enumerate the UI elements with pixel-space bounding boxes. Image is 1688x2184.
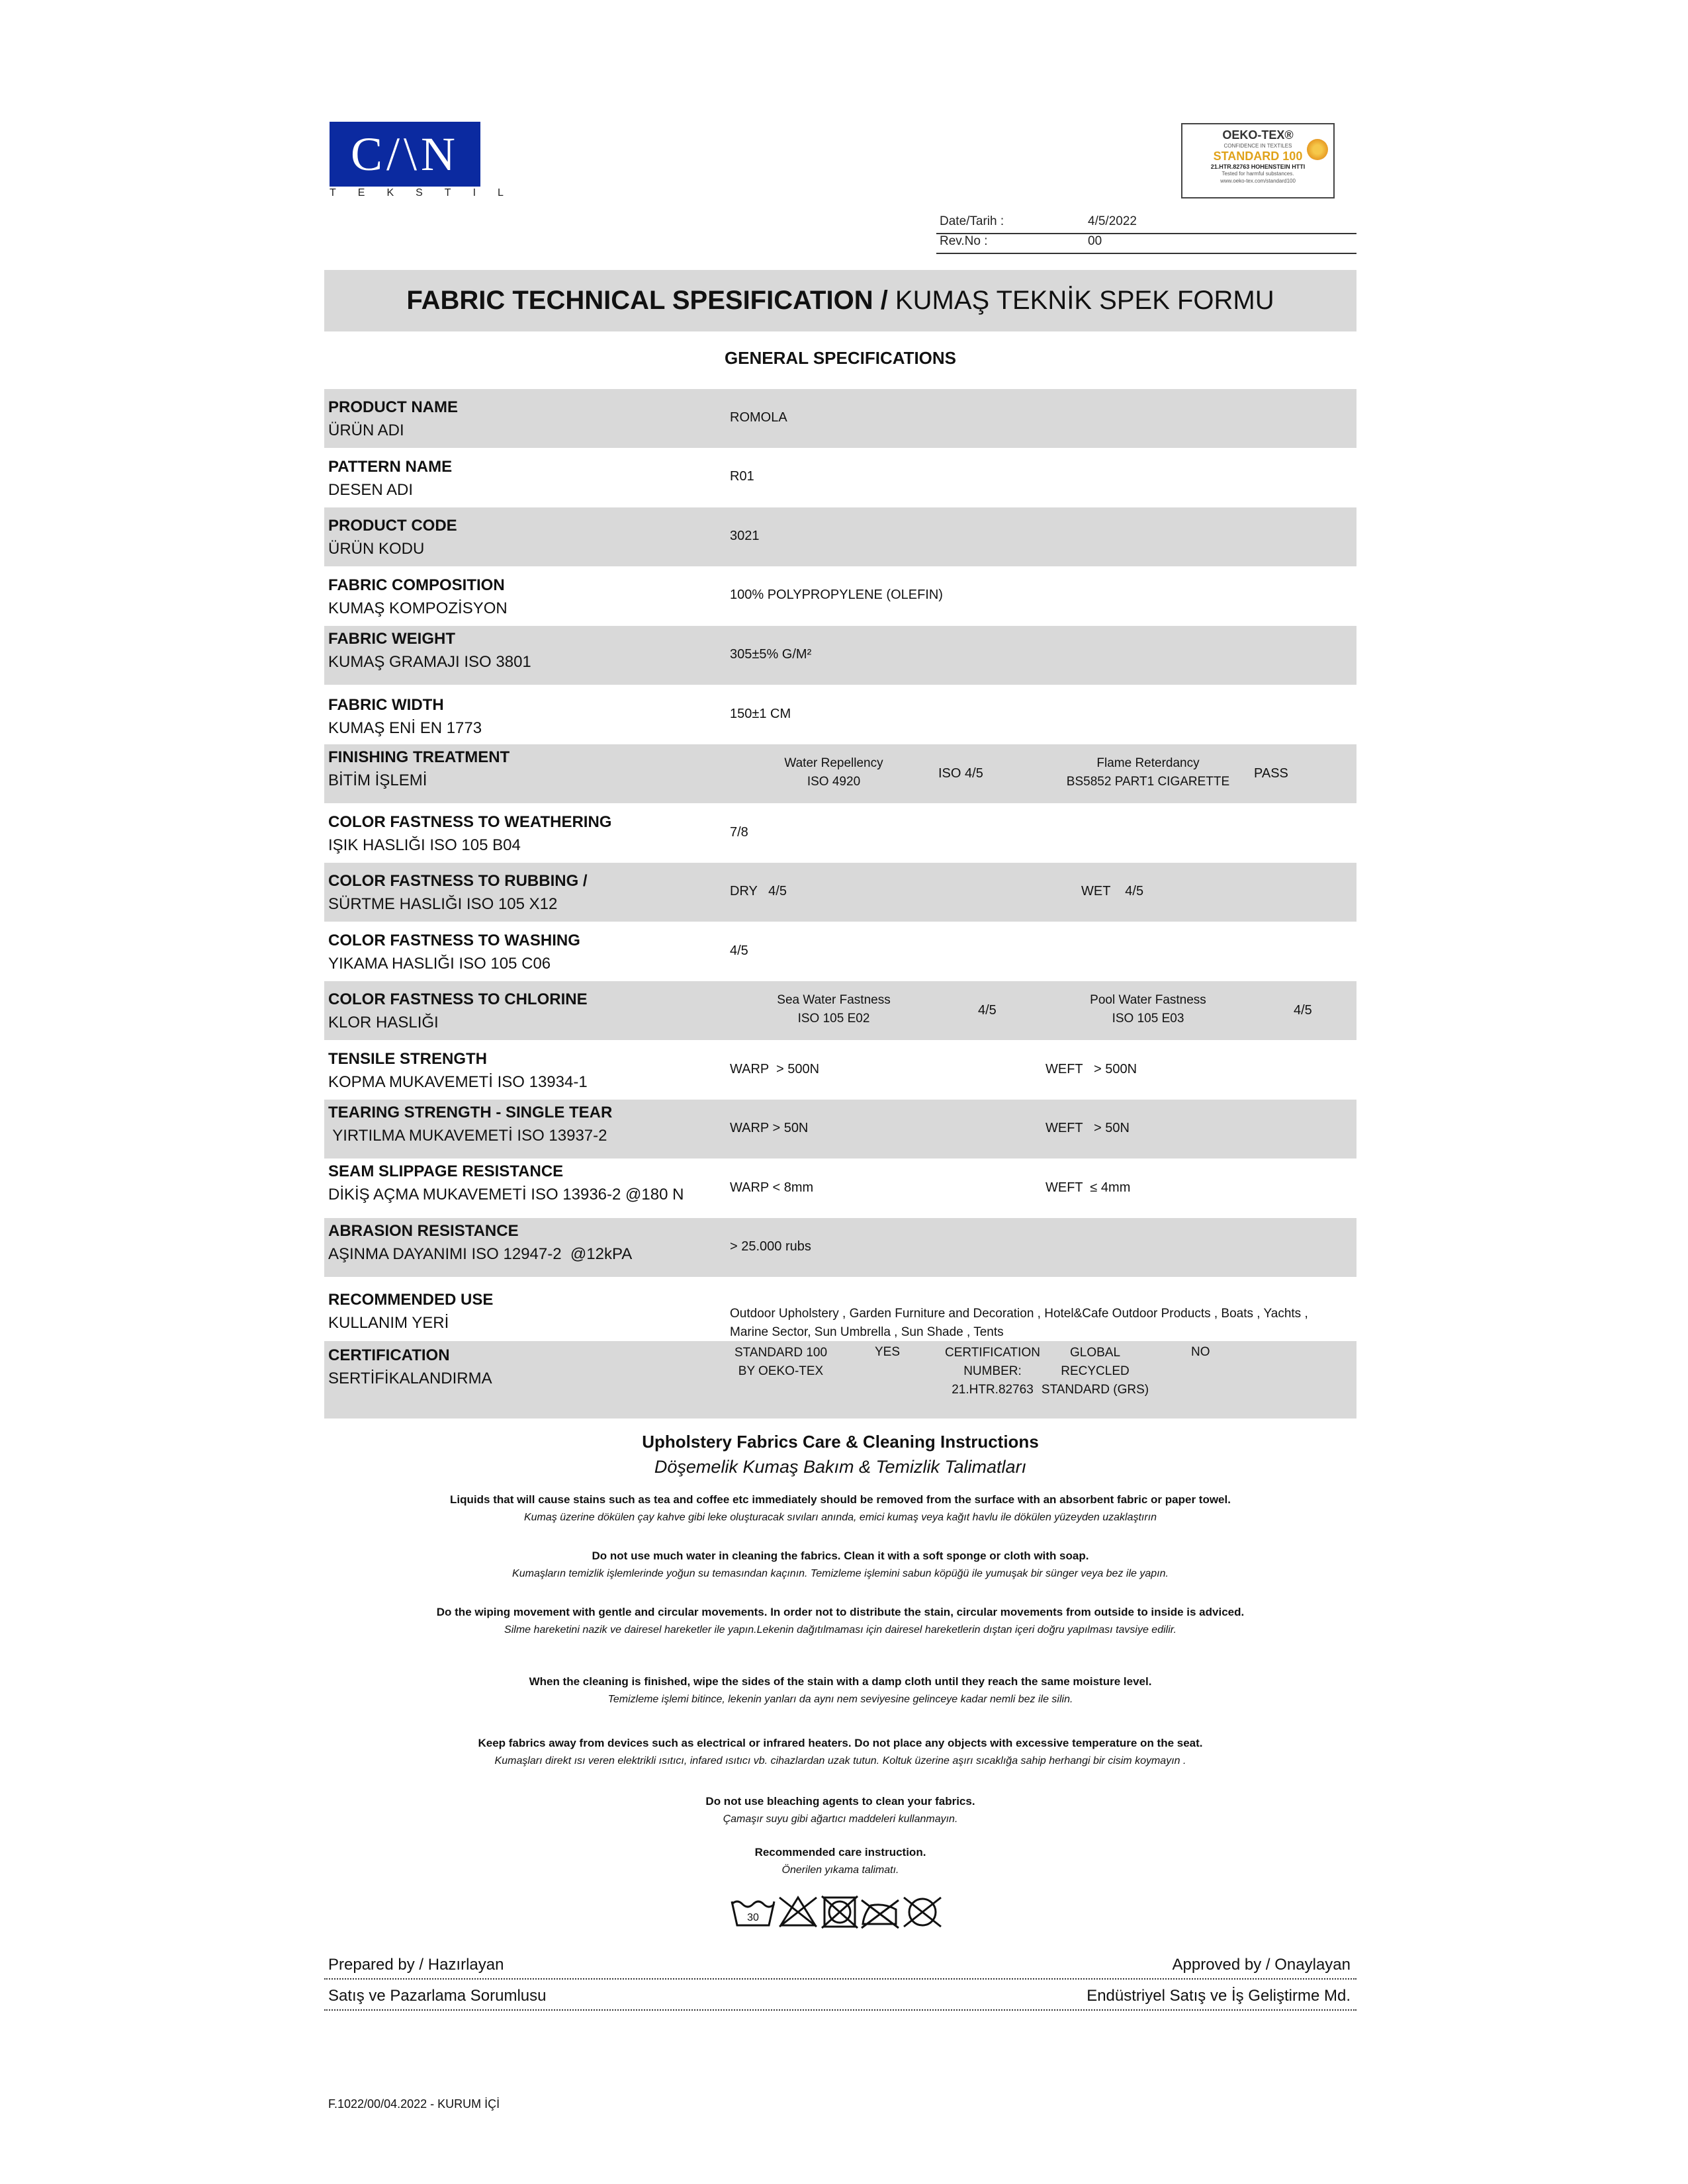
chlorine-b-name: Pool Water Fastness xyxy=(1090,993,1206,1007)
value: 7/8 xyxy=(730,825,748,840)
general-specs-heading: GENERAL SPECIFICATIONS xyxy=(724,348,957,368)
care-item-en: Recommended care instruction. xyxy=(754,1846,926,1858)
cert-standard xyxy=(728,1344,834,1381)
label-tr: DESEN ADI xyxy=(328,481,414,499)
label-en: COLOR FASTNESS TO RUBBING / xyxy=(328,872,588,890)
value: 4/5 xyxy=(730,943,748,958)
cert-standard-l1: STANDARD 100 xyxy=(734,1346,828,1360)
care-item-tr: Temizleme işlemi bitince, lekenin yanları da aynı nem seviyesine gelinceye kadar nemli bez ile silin. xyxy=(607,1694,1073,1705)
label-tr: KULLANIM YERİ xyxy=(328,1314,449,1332)
role-line xyxy=(324,2009,1356,2011)
care-item-en: Keep fabrics away from devices such as electrical or infrared heaters. Do not place any objects with excessive temperature on the seat. xyxy=(478,1737,1203,1749)
cert-grs xyxy=(1039,1344,1151,1399)
chlorine-b xyxy=(1059,991,1237,1028)
logo-subtitle: TEKSTIL xyxy=(330,187,525,198)
rev-value: 00 xyxy=(1088,234,1102,248)
care-item-en: Do not use bleaching agents to clean your fabrics. xyxy=(705,1795,975,1808)
chlorine-b-std: ISO 105 E03 xyxy=(1112,1012,1184,1026)
finishing-a xyxy=(754,754,913,791)
care-item-tr: Silme hareketini nazik ve dairesel hareketler ile yapın.Lekenin dağıtılmaması için dairesel hareketlerin dıştan içeri doğru yapılması tavsiye edilir. xyxy=(504,1624,1177,1636)
prepared-by: Prepared by / Hazırlayan xyxy=(328,1956,504,1974)
label-tr: SÜRTME HASLIĞI ISO 105 X12 xyxy=(328,895,558,913)
title-turkish: KUMAŞ TEKNİK SPEK FORMU xyxy=(887,286,1274,315)
no-tumble-dry-icon xyxy=(822,1896,858,1928)
document-code: F.1022/00/04.2022 - KURUM İÇİ xyxy=(328,2097,500,2111)
oeko-flower-icon xyxy=(1307,139,1328,160)
label-en: TENSILE STRENGTH xyxy=(328,1050,488,1068)
cert-standard-l2: BY OEKO-TEX xyxy=(738,1364,824,1378)
value: 150±1 CM xyxy=(730,707,791,721)
care-item-tr: Kumaş üzerine dökülen çay kahve gibi leke oluşturacak sıvıları anında, emici kumaş veya kağıt havlu ile dökülen yüzeyden uzaklaştırın xyxy=(523,1512,1157,1523)
label-tr: KUMAŞ KOMPOZİSYON xyxy=(328,599,508,617)
approved-by: Approved by / Onaylayan xyxy=(1172,1956,1351,1974)
no-dry-clean-icon xyxy=(904,1898,941,1927)
cert-yes: YES xyxy=(875,1345,901,1359)
tearing-warp: WARP > 50N xyxy=(730,1121,809,1135)
chlorine-a-value: 4/5 xyxy=(978,1003,997,1018)
oeko-line3: STANDARD 100 xyxy=(1213,150,1303,163)
label-tr: SERTİFİKALANDIRMA xyxy=(328,1370,492,1387)
label-en: SEAM SLIPPAGE RESISTANCE xyxy=(328,1162,564,1180)
care-symbols xyxy=(728,1894,979,1933)
cert-no: NO xyxy=(1191,1345,1210,1359)
label-en: ABRASION RESISTANCE xyxy=(328,1222,519,1240)
label-tr: KUMAŞ GRAMAJI ISO 3801 xyxy=(328,653,531,671)
finishing-a-std: ISO 4920 xyxy=(807,775,861,789)
cert-grs-l3: STANDARD (GRS) xyxy=(1041,1383,1149,1397)
label-en: COLOR FASTNESS TO WASHING xyxy=(328,932,580,949)
label-en: COLOR FASTNESS TO CHLORINE xyxy=(328,990,588,1008)
wash-temp: 30 xyxy=(747,1912,759,1923)
row-product-code xyxy=(324,507,1356,566)
oeko-line5: Tested for harmful substances. xyxy=(1222,171,1294,177)
care-title: Upholstery Fabrics Care & Cleaning Instructions xyxy=(642,1432,1039,1452)
label-en: PRODUCT NAME xyxy=(328,398,458,416)
rubbing-wet: WET 4/5 xyxy=(1081,884,1144,898)
oeko-tex-badge xyxy=(1181,123,1335,198)
care-subtitle: Döşemelik Kumaş Bakım & Temizlik Talimatları xyxy=(654,1457,1027,1477)
value: > 25.000 rubs xyxy=(730,1239,811,1254)
care-item-tr: Önerilen yıkama talimatı. xyxy=(781,1864,899,1876)
care-item-tr: Kumaşları direkt ısı veren elektrikli ısıtıcı, infared ısıtıcı vb. cihazlardan uzak tutun. Koltuk üzerine aşırı sıcaklığa sahip herhangi bir cisim koymayın . xyxy=(494,1755,1186,1767)
care-item-en: Do not use much water in cleaning the fabrics. Clean it with a soft sponge or cloth with soap. xyxy=(592,1550,1089,1562)
rev-label: Rev.No : xyxy=(940,234,988,248)
label-en: CERTIFICATION xyxy=(328,1346,450,1364)
prepared-role: Satış ve Pazarlama Sorumlusu xyxy=(328,1987,547,2005)
label-en: PRODUCT CODE xyxy=(328,517,457,535)
company-logo xyxy=(330,122,480,187)
oeko-line1: OEKO-TEX® xyxy=(1222,128,1294,142)
care-item-en: Do the wiping movement with gentle and circular movements. In order not to distribute the stain, circular movements from outside to inside is adviced. xyxy=(436,1606,1245,1618)
logo-text: C/\N xyxy=(350,127,460,181)
tensile-warp: WARP > 500N xyxy=(730,1062,820,1076)
chlorine-a-name: Sea Water Fastness xyxy=(777,993,891,1007)
rubbing-dry: DRY 4/5 xyxy=(730,884,787,898)
label-tr: KOPMA MUKAVEMETİ ISO 13934-1 xyxy=(328,1073,588,1091)
label-en: FINISHING TREATMENT xyxy=(328,748,510,766)
label-en: FABRIC WIDTH xyxy=(328,696,444,714)
title-english: FABRIC TECHNICAL SPESIFICATION / xyxy=(406,286,888,315)
label-en: RECOMMENDED USE xyxy=(328,1291,494,1309)
use-line2: Marine Sector, Sun Umbrella , Sun Shade , Tents xyxy=(730,1325,1004,1339)
chlorine-a-std: ISO 105 E02 xyxy=(797,1012,870,1026)
care-item-en: Liquids that will cause stains such as tea and coffee etc immediately should be removed from the surface with an absorbent fabric or paper towel. xyxy=(450,1493,1231,1506)
value: ROMOLA xyxy=(730,410,787,425)
finishing-a-value: ISO 4/5 xyxy=(938,766,983,781)
label-tr: YIKAMA HASLIĞI ISO 105 C06 xyxy=(328,955,551,973)
label-tr: IŞIK HASLIĞI ISO 105 B04 xyxy=(328,836,521,854)
label-tr: ÜRÜN KODU xyxy=(328,540,425,558)
label-tr: YIRTILMA MUKAVEMETİ ISO 13937-2 xyxy=(328,1127,607,1145)
chlorine-a xyxy=(748,991,920,1028)
label-en: TEARING STRENGTH - SINGLE TEAR xyxy=(328,1104,613,1121)
seam-weft: WEFT ≤ 4mm xyxy=(1045,1180,1131,1195)
no-iron-icon xyxy=(862,1900,899,1928)
cert-number-l2: NUMBER: xyxy=(963,1364,1022,1378)
label-en: FABRIC COMPOSITION xyxy=(328,576,505,594)
rev-underline xyxy=(936,253,1356,254)
oeko-line6: www.oeko-tex.com/standard100 xyxy=(1220,178,1296,184)
cert-number xyxy=(936,1344,1049,1399)
label-tr: KUMAŞ ENİ EN 1773 xyxy=(328,719,482,737)
finishing-b-std: BS5852 PART1 CIGARETTE xyxy=(1066,775,1230,789)
value: 3021 xyxy=(730,529,760,543)
label-en: COLOR FASTNESS TO WEATHERING xyxy=(328,813,612,831)
finishing-b xyxy=(1039,754,1257,791)
label-tr: KLOR HASLIĞI xyxy=(328,1014,439,1031)
cert-number-l3: 21.HTR.82763 xyxy=(952,1383,1034,1397)
finishing-a-name: Water Repellency xyxy=(784,756,883,770)
tensile-weft: WEFT > 500N xyxy=(1045,1062,1137,1076)
tearing-weft: WEFT > 50N xyxy=(1045,1121,1130,1135)
cert-grs-l2: RECYCLED xyxy=(1061,1364,1130,1378)
page-title xyxy=(324,270,1356,331)
label-tr: BİTİM İŞLEMİ xyxy=(328,771,427,789)
care-item-tr: Çamaşır suyu gibi ağartıcı maddeleri kullanmayın. xyxy=(723,1813,958,1825)
signature-line xyxy=(324,1978,1356,1980)
date-underline xyxy=(936,233,1356,234)
row-product-name xyxy=(324,389,1356,448)
value: 305±5% G/M² xyxy=(730,647,812,662)
date-value: 4/5/2022 xyxy=(1088,214,1137,228)
care-item-en: When the cleaning is finished, wipe the sides of the stain with a damp cloth until they reach the same moisture level. xyxy=(529,1675,1152,1688)
finishing-b-name: Flame Reterdancy xyxy=(1096,756,1200,770)
value: 100% POLYPROPYLENE (OLEFIN) xyxy=(730,588,943,602)
chlorine-b-value: 4/5 xyxy=(1294,1003,1312,1018)
label-en: PATTERN NAME xyxy=(328,458,453,476)
label-tr: AŞINMA DAYANIMI ISO 12947-2 @12kPA xyxy=(328,1245,633,1263)
oeko-line4: 21.HTR.82763 HOHENSTEIN HTTI xyxy=(1210,163,1306,170)
value: R01 xyxy=(730,469,754,484)
cert-grs-l1: GLOBAL xyxy=(1069,1346,1121,1360)
label-tr: ÜRÜN ADI xyxy=(328,421,404,439)
cert-number-l1: CERTIFICATION xyxy=(945,1346,1040,1360)
care-item-tr: Kumaşların temizlik işlemlerinde yoğun su temasından kaçının. Temizleme işlemini sabun köpüğü ile yumuşak bir sünger veya bez ile yapın. xyxy=(512,1568,1169,1579)
label-en: FABRIC WEIGHT xyxy=(328,630,455,648)
use-line1: Outdoor Upholstery , Garden Furniture and Decoration , Hotel&Cafe Outdoor Products , Boats , Yachts , xyxy=(730,1307,1308,1321)
approved-role: Endüstriyel Satış ve İş Geliştirme Md. xyxy=(1087,1987,1351,2005)
no-bleach-icon xyxy=(779,1898,817,1927)
label-tr: DİKİŞ AÇMA MUKAVEMETİ ISO 13936-2 @180 N xyxy=(328,1186,684,1203)
seam-warp: WARP < 8mm xyxy=(730,1180,814,1195)
wash-30-icon xyxy=(732,1901,774,1925)
finishing-b-value: PASS xyxy=(1254,766,1288,781)
oeko-line2: CONFIDENCE IN TEXTILES xyxy=(1223,143,1292,149)
date-label: Date/Tarih : xyxy=(940,214,1004,228)
